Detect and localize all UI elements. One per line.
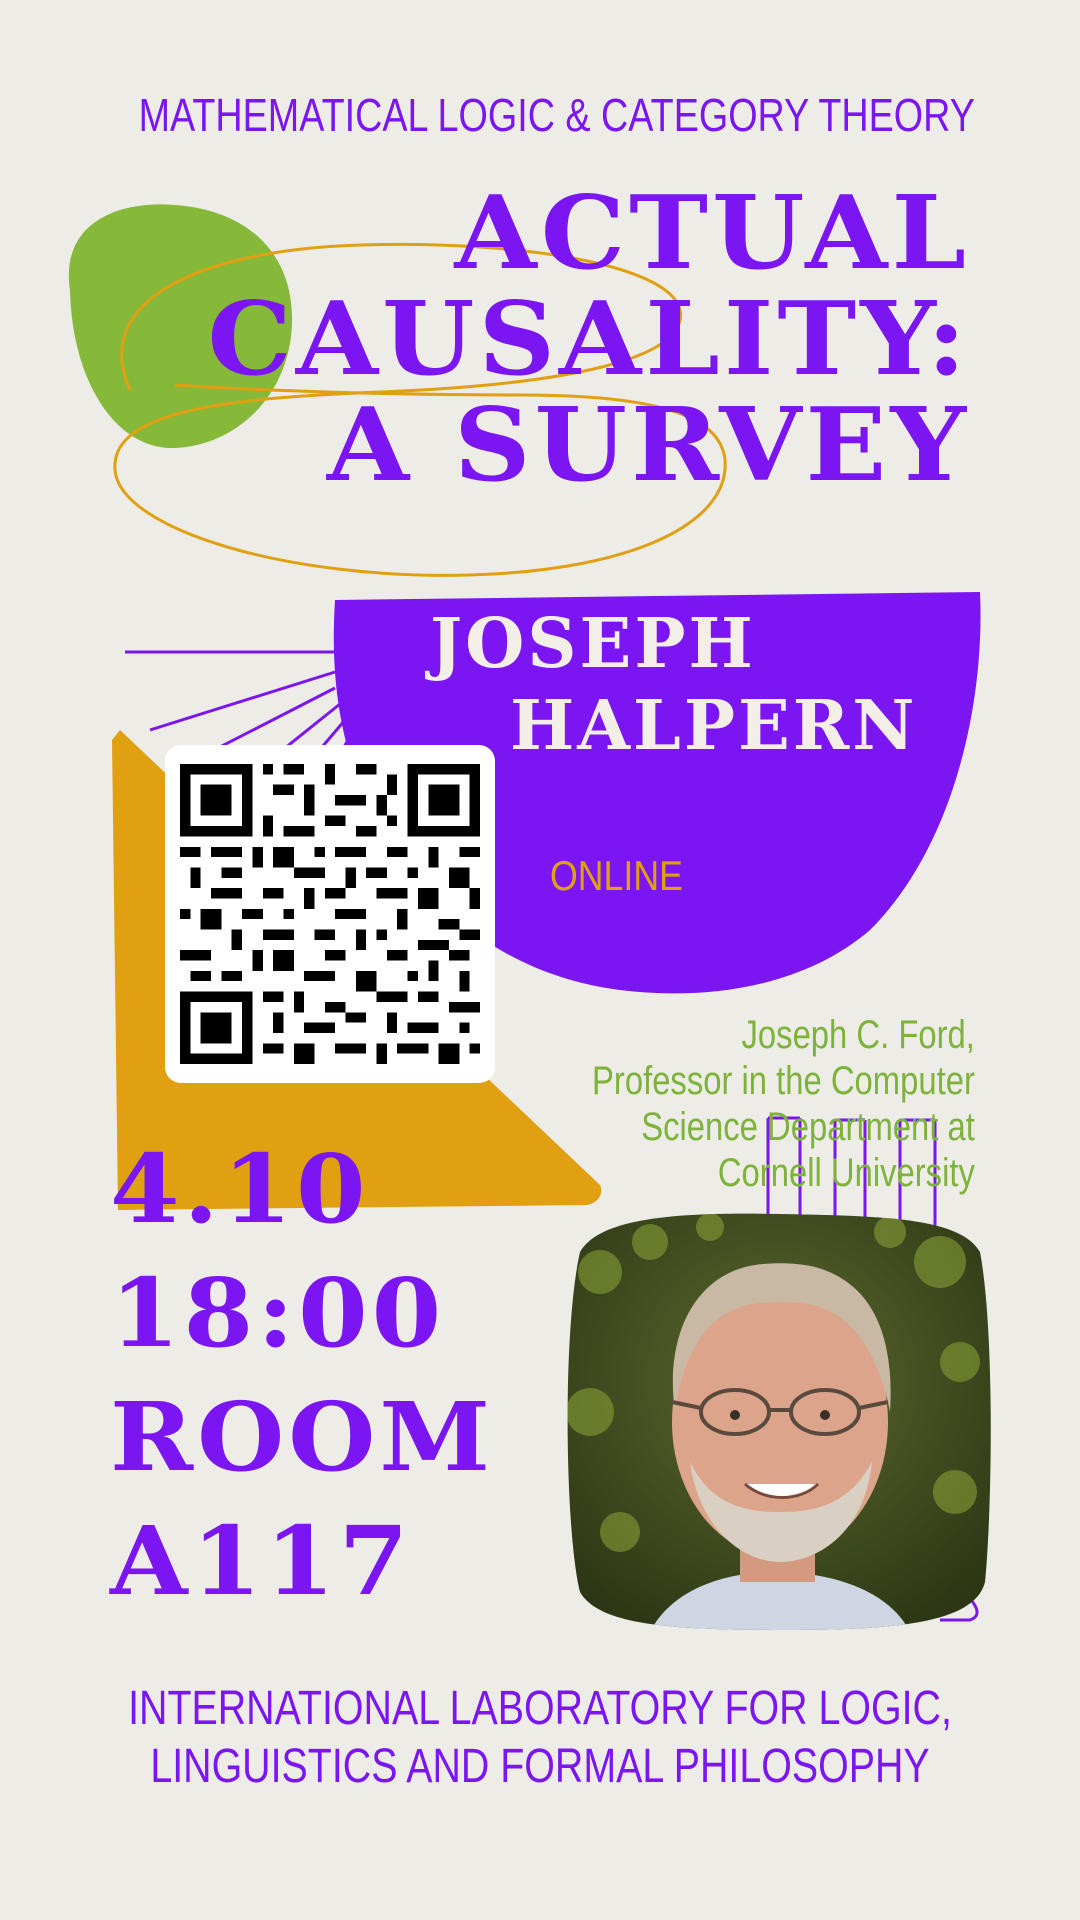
speaker-affiliation [592, 1012, 975, 1196]
talk-title-line-1: ACTUAL [454, 173, 970, 292]
affiliation-line-2: Professor in the Computer [592, 1059, 975, 1103]
talk-title-line-2: CAUSALITY: [207, 279, 970, 398]
affiliation-line-3: Science Department at [641, 1105, 975, 1149]
talk-title-line-3: A SURVEY [326, 385, 970, 504]
qr-code-icon [180, 760, 480, 1068]
organizer [0, 1680, 1080, 1796]
series-title: MATHEMATICAL LOGIC & CATEGORY THEORY [138, 89, 975, 141]
speaker-first-name: JOSEPH [430, 604, 756, 684]
event-time: 18:00 [110, 1256, 446, 1369]
affiliation-line-1: Joseph C. Ford, [741, 1013, 975, 1057]
talk-title [207, 173, 970, 504]
event-details [110, 1130, 494, 1626]
event-room-label: ROOM [110, 1380, 495, 1493]
qr-code[interactable] [165, 745, 495, 1083]
affiliation-line-4: Cornell University [717, 1151, 975, 1195]
organizer-line-1: INTERNATIONAL LABORATORY FOR LOGIC, [128, 1682, 952, 1735]
speaker-photo [560, 1212, 992, 1632]
format-label: ONLINE [550, 852, 683, 899]
event-date: 4.10 [110, 1132, 370, 1245]
event-room-number: A117 [110, 1504, 413, 1617]
speaker-name [430, 604, 918, 766]
organizer-line-2: LINGUISTICS AND FORMAL PHILOSOPHY [150, 1740, 930, 1793]
speaker-last-name: HALPERN [510, 686, 918, 766]
